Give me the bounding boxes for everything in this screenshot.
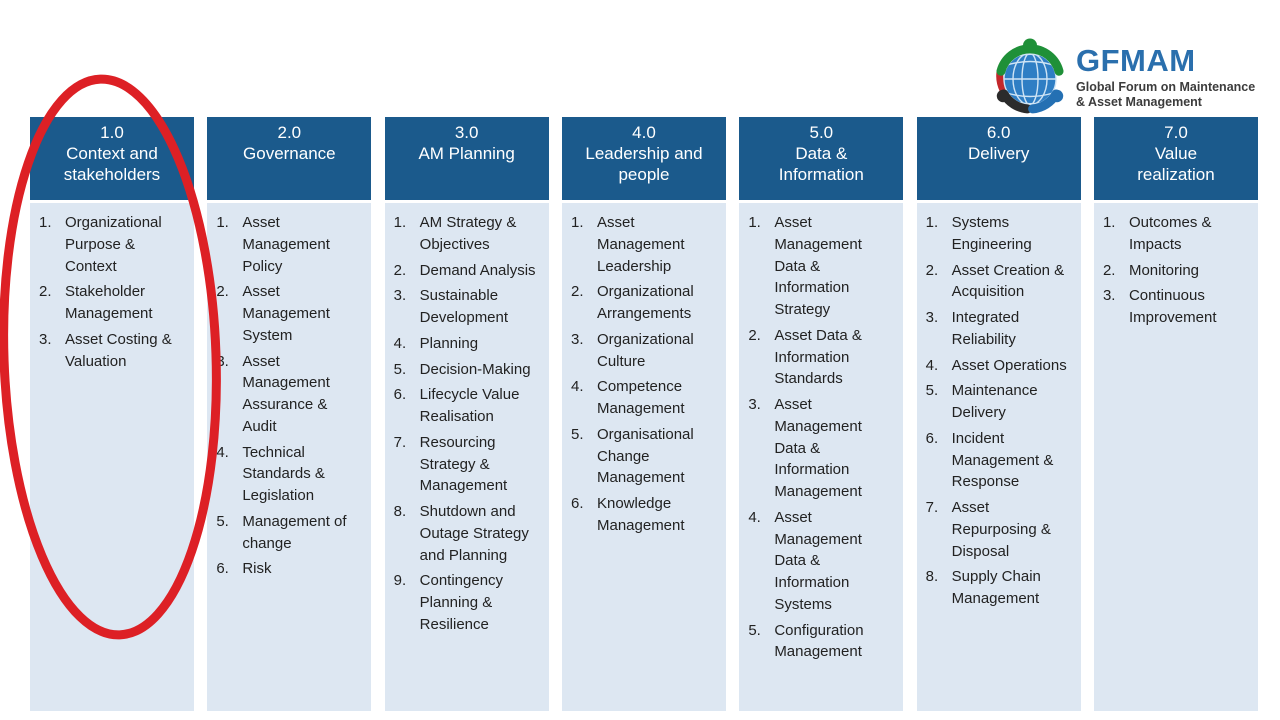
column-number: 7.0	[1164, 123, 1188, 142]
column-title-line: Governance	[243, 144, 336, 164]
list-item	[216, 442, 371, 507]
item-text: Lifecycle Value Realisation	[419, 386, 520, 425]
item-number: 7.	[925, 499, 939, 516]
item-number: 1.	[570, 214, 584, 231]
item-number: 1.	[393, 214, 407, 231]
item-text: Continuous Improvement	[1128, 287, 1217, 326]
item-number: 4.	[570, 378, 584, 396]
column-number: 2.0	[277, 123, 302, 142]
item-number: 5.	[570, 425, 584, 443]
list-item	[394, 333, 549, 355]
column-header	[917, 117, 1081, 200]
item-number: 3.	[748, 396, 761, 413]
list-item	[748, 212, 903, 321]
list-item	[216, 281, 371, 346]
column-header	[385, 117, 549, 200]
column-number: 3.0	[454, 123, 479, 142]
column-1.0	[30, 117, 194, 711]
item-number: 5.	[393, 360, 407, 378]
list-item	[571, 212, 726, 277]
column-body	[385, 203, 549, 711]
item-text: Outcomes & Impacts	[1128, 214, 1212, 253]
item-text: Integrated Reliability	[951, 309, 1020, 348]
item-text: Asset Management Assurance & Audit	[242, 352, 330, 435]
column-number: 4.0	[632, 123, 656, 142]
column-title-line: Data &	[795, 144, 848, 164]
column-2.0	[207, 117, 371, 711]
item-number: 3.	[1102, 287, 1116, 305]
list-item	[39, 212, 194, 277]
column-title-line: realization	[1137, 165, 1215, 185]
column-title-line: stakeholders	[63, 165, 161, 185]
list-item	[571, 493, 726, 537]
item-text: Asset Data & Information Standards	[774, 326, 862, 388]
brand-text-block	[1076, 45, 1255, 110]
list-item	[216, 558, 371, 580]
item-number: 5.	[925, 382, 939, 400]
list-item	[394, 570, 549, 635]
brand-name: GFMAM	[1076, 43, 1196, 79]
item-text: Competence Management	[596, 378, 685, 417]
item-text: Stakeholder Management	[65, 283, 153, 322]
item-text: Planning	[419, 334, 479, 352]
list-item	[216, 212, 371, 277]
list-item	[1103, 212, 1258, 256]
item-number: 7.	[393, 433, 407, 451]
column-header	[30, 117, 194, 200]
item-number: 9.	[393, 572, 407, 590]
item-number: 6.	[393, 386, 407, 404]
column-header	[562, 117, 726, 200]
column-body	[917, 203, 1081, 711]
list-item	[571, 424, 726, 489]
list-item	[39, 329, 194, 373]
list-item	[39, 281, 194, 325]
list-item	[571, 376, 726, 420]
list-item	[748, 325, 903, 390]
list-item	[748, 507, 903, 616]
column-6.0	[917, 117, 1081, 711]
item-number: 6.	[216, 560, 229, 578]
item-number: 3.	[216, 352, 229, 370]
item-number: 2.	[570, 283, 584, 301]
column-5.0	[739, 117, 903, 711]
item-number: 8.	[393, 503, 407, 520]
list-item	[926, 428, 1081, 493]
list-item	[748, 620, 903, 664]
column-title-line: people	[618, 165, 670, 185]
item-number: 1.	[925, 214, 939, 231]
item-number: 2.	[393, 261, 407, 279]
globe-with-people-icon	[996, 38, 1064, 118]
list-item	[571, 281, 726, 325]
item-number: 6.	[925, 429, 939, 447]
list-item	[926, 260, 1081, 304]
item-text: Technical Standards & Legislation	[242, 443, 325, 504]
list-item	[926, 497, 1081, 562]
column-title-line: Context and	[66, 144, 158, 164]
item-number: 2.	[216, 283, 229, 301]
brand-tagline-line2: & Asset Management	[1076, 95, 1202, 110]
item-number: 1.	[1102, 214, 1116, 231]
item-number: 3.	[925, 309, 939, 326]
list-item	[394, 359, 549, 381]
list-item	[1103, 285, 1258, 329]
column-title-line: Information	[778, 165, 864, 185]
item-text: Supply Chain Management	[951, 568, 1041, 607]
item-number: 4.	[748, 508, 761, 526]
column-title-line: Delivery	[967, 144, 1030, 164]
item-text: Monitoring	[1128, 261, 1200, 279]
item-text: Contingency Planning & Resilience	[419, 572, 504, 633]
list-item	[394, 260, 549, 282]
list-item	[926, 307, 1081, 351]
column-4.0	[562, 117, 726, 711]
item-number: 2.	[925, 261, 939, 279]
column-title-line: AM Planning	[418, 144, 515, 164]
item-text: Asset Management Leadership	[596, 214, 685, 275]
item-text: Decision-Making	[419, 360, 531, 378]
item-text: Organizational Culture	[596, 330, 694, 370]
item-text: Asset Repurposing & Disposal	[951, 499, 1051, 560]
column-body	[207, 203, 371, 711]
item-text: Systems Engineering	[951, 214, 1032, 253]
item-text: Asset Management Data & Information Strategy	[774, 214, 862, 318]
brand-tagline-line1: Global Forum on Maintenance	[1076, 80, 1256, 95]
item-text: Asset Management Data & Information Management	[774, 396, 862, 500]
item-text: Resourcing Strategy & Management	[419, 433, 508, 495]
list-item	[926, 212, 1081, 256]
column-body	[562, 203, 726, 711]
gfmam-logo	[996, 38, 1255, 118]
item-number: 2.	[1102, 261, 1116, 279]
item-number: 1.	[216, 214, 229, 231]
framework-columns	[30, 117, 1258, 711]
column-3.0	[385, 117, 549, 711]
column-header	[207, 117, 371, 200]
list-item	[926, 355, 1081, 377]
item-text: Asset Management Policy	[242, 214, 330, 275]
item-number: 4.	[393, 334, 407, 352]
item-text: Organizational Purpose & Context	[65, 214, 162, 275]
list-item	[571, 329, 726, 373]
item-text: Sustainable Development	[419, 287, 509, 326]
item-text: Organizational Arrangements	[596, 283, 694, 322]
list-item	[926, 380, 1081, 424]
list-item	[394, 285, 549, 329]
column-title-line: Leadership and	[585, 144, 703, 164]
item-number: 1.	[39, 214, 52, 231]
item-number: 8.	[925, 568, 939, 586]
item-number: 3.	[570, 330, 584, 348]
item-number: 6.	[570, 495, 584, 512]
item-number: 1.	[748, 214, 761, 231]
list-item	[394, 384, 549, 428]
item-text: Shutdown and Outage Strategy and Planning	[419, 503, 529, 564]
item-text: Maintenance Delivery	[951, 382, 1038, 421]
list-item	[394, 501, 549, 566]
item-number: 3.	[393, 287, 407, 305]
brand-tagline	[1076, 80, 1255, 111]
item-text: Asset Management Data & Information Systems	[774, 508, 862, 613]
item-text: Asset Management System	[242, 283, 330, 344]
item-text: Incident Management & Response	[951, 429, 1054, 491]
item-number: 4.	[216, 443, 229, 461]
item-text: Configuration Management	[774, 621, 864, 661]
item-text: Demand Analysis	[419, 261, 536, 279]
column-number: 5.0	[809, 123, 834, 142]
column-number: 1.0	[100, 123, 124, 142]
item-number: 2.	[39, 283, 52, 301]
column-number: 6.0	[986, 123, 1011, 142]
list-item	[216, 351, 371, 438]
list-item	[394, 432, 549, 497]
item-number: 5.	[216, 512, 229, 530]
column-header	[739, 117, 903, 200]
item-text: Organisational Change Management	[596, 425, 694, 487]
item-text: Asset Creation & Acquisition	[951, 261, 1065, 301]
list-item	[1103, 260, 1258, 282]
list-item	[748, 394, 903, 503]
item-text: AM Strategy & Objectives	[419, 214, 517, 253]
item-text: Knowledge Management	[596, 495, 685, 534]
list-item	[394, 212, 549, 256]
list-item	[926, 566, 1081, 610]
column-body	[739, 203, 903, 711]
item-text: Management of change	[242, 512, 347, 552]
item-text: Risk	[242, 560, 272, 578]
item-number: 3.	[39, 330, 52, 348]
item-text: Asset Costing & Valuation	[65, 330, 172, 370]
item-number: 5.	[748, 621, 761, 639]
column-title-line: Value	[1154, 144, 1198, 164]
column-7.0	[1094, 117, 1258, 711]
column-body	[30, 203, 194, 711]
item-number: 2.	[748, 326, 761, 344]
column-body	[1094, 203, 1258, 711]
column-header	[1094, 117, 1258, 200]
list-item	[216, 511, 371, 555]
item-text: Asset Operations	[951, 356, 1067, 374]
item-number: 4.	[925, 356, 939, 374]
